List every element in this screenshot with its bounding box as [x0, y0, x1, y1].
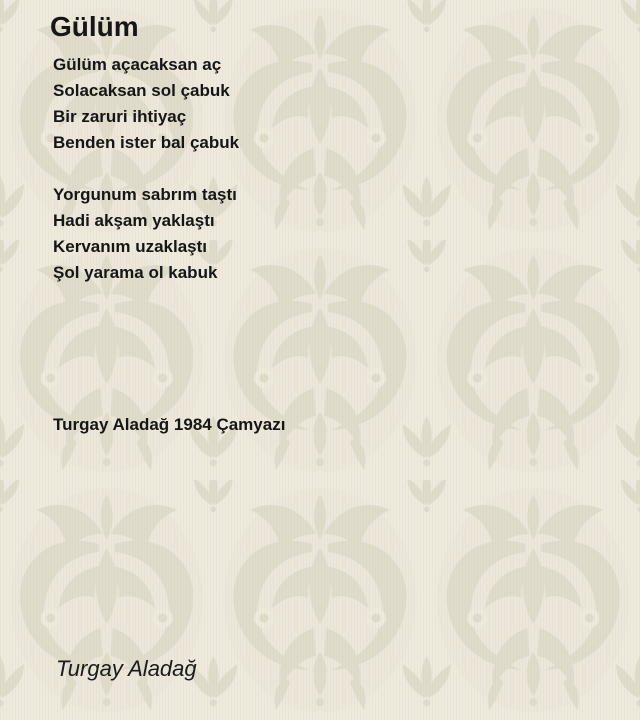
footer-author-name: Turgay Aladağ	[56, 656, 197, 681]
poem-line: Yorgunum sabrım taştı	[53, 185, 237, 204]
poem-line: Kervanım uzaklaştı	[53, 237, 208, 256]
poem-title: Gülüm	[50, 11, 139, 42]
page-footer	[56, 654, 197, 684]
poem-line: Solacaksan sol çabuk	[53, 81, 230, 100]
stanza-2	[53, 182, 237, 286]
poem-line: Şol yarama ol kabuk	[53, 263, 218, 282]
poem-attribution: Turgay Aladağ 1984 Çamyazı	[53, 415, 286, 434]
poem-line: Hadi akşam yaklaştı	[53, 211, 215, 230]
stanza-1	[53, 52, 239, 156]
poem-line: Bir zaruri ihtiyaç	[53, 107, 187, 126]
poem-line: Gülüm açacaksan aç	[53, 55, 222, 74]
poem-line: Benden ister bal çabuk	[53, 133, 240, 152]
